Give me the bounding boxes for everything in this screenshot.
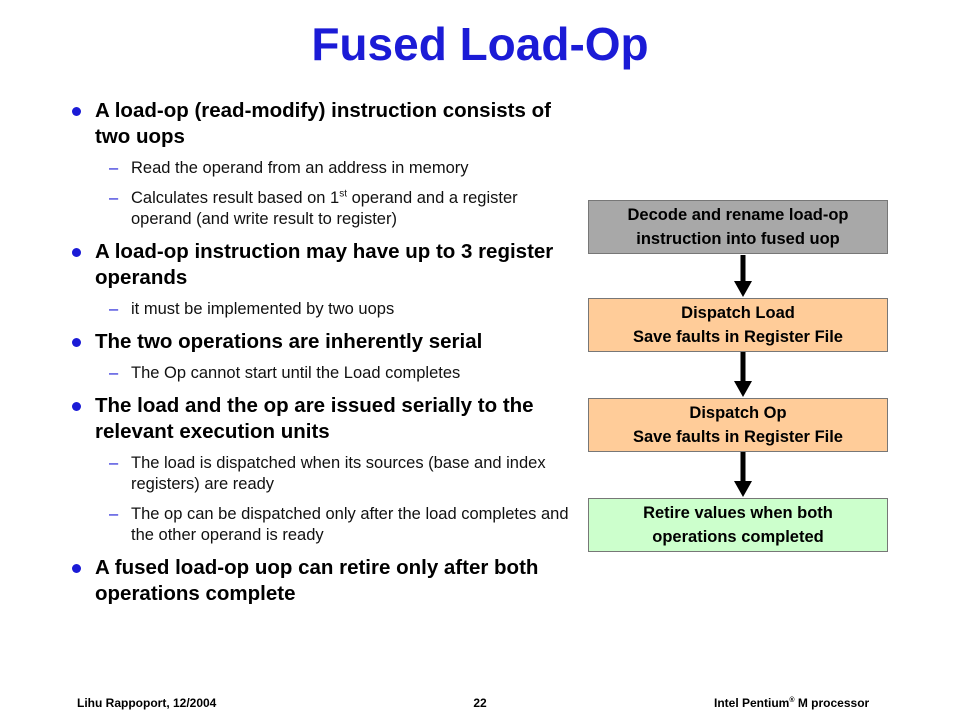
bullet-text: The two operations are inherently serial xyxy=(95,330,483,353)
retire-box xyxy=(588,498,888,552)
box-line: instruction into fused uop xyxy=(636,230,840,248)
sub-bullet-text: The load is dispatched when its sources (base and index registers) are ready xyxy=(131,454,546,493)
box-line: Dispatch Load xyxy=(681,304,795,322)
product-pre: Intel Pentium xyxy=(714,696,790,710)
dash-icon: – xyxy=(109,364,119,382)
sub-bullet-text-post: operand and a register operand (and write result to register) xyxy=(131,189,518,228)
box-line: Save faults in Register File xyxy=(633,428,843,446)
dispatch-op-box xyxy=(588,398,888,452)
footer-author: Lihu Rappoport, 12/2004 xyxy=(77,696,217,710)
box-line: Retire values when both xyxy=(643,504,833,522)
bullet-text: The load and the op are issued serially to the relevant execution units xyxy=(95,394,534,443)
bullet-text: A fused load-op uop can retire only after both operations complete xyxy=(95,556,539,605)
dash-icon: – xyxy=(109,454,119,472)
box-line: Save faults in Register File xyxy=(633,328,843,346)
bullet-text: A load-op (read-modify) instruction consists of two uops xyxy=(95,99,551,148)
box-line: Dispatch Op xyxy=(689,404,787,422)
dispatch-load-box xyxy=(588,298,888,352)
dash-icon: – xyxy=(109,159,119,177)
product-post: M processor xyxy=(794,696,870,710)
arrow-1 xyxy=(734,255,752,297)
arrow-3 xyxy=(734,451,752,497)
decode-rename-box xyxy=(588,200,888,254)
sub-bullet-text-pre: Calculates result based on 1 xyxy=(131,189,340,207)
superscript: st xyxy=(339,188,347,200)
arrow-2 xyxy=(734,351,752,397)
box-line: operations completed xyxy=(652,528,824,546)
registered-mark: ® xyxy=(789,697,795,704)
box-line: Decode and rename load-op xyxy=(627,206,849,224)
dash-icon: – xyxy=(109,189,119,207)
bullet-text: A load-op instruction may have up to 3 register operands xyxy=(95,240,554,289)
footer-product xyxy=(714,696,869,710)
sub-bullet-text: The Op cannot start until the Load completes xyxy=(131,364,461,382)
page-number: 22 xyxy=(473,696,487,710)
dash-icon: – xyxy=(109,505,119,523)
sub-bullet-text: Read the operand from an address in memory xyxy=(131,159,469,177)
slide-title: Fused Load-Op xyxy=(311,18,649,70)
sub-bullet-text: The op can be dispatched only after the load completes and the other operand is ready xyxy=(131,505,569,544)
sub-bullet-text: it must be implemented by two uops xyxy=(131,300,395,318)
dash-icon: – xyxy=(109,300,119,318)
